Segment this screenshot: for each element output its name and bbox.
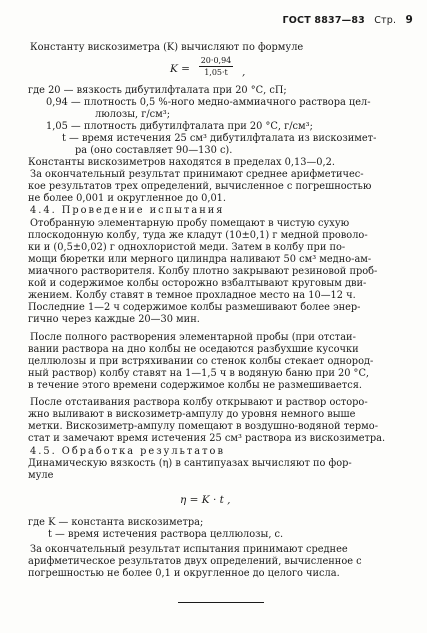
formula-denominator: 1,05·t — [204, 68, 228, 77]
definition-line: где K — константа вискозиметра; — [28, 517, 204, 528]
section-heading-4-4: 4.4. Проведение испытания — [30, 205, 225, 216]
page-header — [283, 14, 413, 26]
paragraph-line: За окончательный результат испытания принимают среднее — [30, 544, 348, 555]
definition-line: ра (оно составляет 90—130 с). — [75, 145, 233, 156]
formula-numerator: 20·0,94 — [200, 56, 232, 65]
paragraph-line: муле — [28, 470, 54, 481]
formula-lhs: K = — [170, 63, 190, 75]
definition-line: люлозы, г/см³; — [95, 109, 171, 120]
paragraph-line: ный раствор) колбу ставят на 1—1,5 ч в водяную баню при 20 °С, — [28, 368, 370, 379]
paragraph-line: миачного растворителя. Колбу плотно закрывают резиновой проб- — [28, 266, 378, 277]
page-label: Стр. — [374, 15, 397, 26]
page-number: 9 — [405, 14, 413, 26]
end-rule — [178, 602, 264, 603]
definition-line: 0,94 — плотность 0,5 %-ного медно-аммиачного раствора цел- — [46, 97, 371, 108]
paragraph-line: жением. Колбу ставят в темное прохладное место на 10—12 ч. — [28, 290, 356, 301]
definition-line: 1,05 — плотность дибутилфталата при 20 °С, г/см³; — [46, 121, 313, 132]
paragraph-line: Отобранную элементарную пробу помещают в чистую сухую — [30, 218, 350, 229]
formula-tail: , — [242, 66, 246, 78]
paragraph-line: плоскодонную колбу, туда же кладут (10±0,1) г медной проволо- — [28, 230, 368, 241]
definition-line: где 20 — вязкость дибутилфталата при 20 °С, сП; — [28, 85, 287, 96]
paragraph-line: вании раствора на дно колбы не оседаются разбухшие кусочки — [28, 344, 359, 355]
paragraph-line: стат и замечают время истечения 25 см³ раствора из вискозиметра. — [28, 433, 386, 444]
paragraph-line: в течение этого времени содержимое колбы не размешивается. — [28, 380, 363, 391]
definition-line: t — время истечения раствора целлюлозы, с. — [48, 529, 284, 540]
paragraph-line: Динамическую вязкость (η) в сантипуазах вычисляют по фор- — [28, 458, 352, 469]
definition-line: Константы вискозиметров находятся в пределах 0,13—0,2. — [28, 157, 335, 168]
paragraph-line: целлюлозы и при встряхивании со стенок колбы стекает однород- — [28, 356, 374, 367]
paragraph-line: не более 0,001 и округленное до 0,01. — [28, 193, 227, 204]
section-heading-4-5: 4.5. Обработка результатов — [30, 446, 225, 457]
paragraph-line: После полного растворения элементарной пробы (при отстаи- — [30, 332, 356, 343]
paragraph-line: кой и содержимое колбы осторожно взбалтывают круговым дви- — [28, 278, 367, 289]
definition-line: t — время истечения 25 см³ дибутилфталата из вискозимет- — [62, 133, 377, 144]
viscosity-formula: η = K · t , — [180, 494, 231, 506]
paragraph-line: арифметическое результатов двух определений, вычисленное с — [28, 556, 362, 567]
paragraph-line: погрешностью не более 0,1 и округленное до целого числа. — [28, 568, 340, 579]
paragraph-line: ки и (0,5±0,02) г однохлористой меди. Затем в колбу при по- — [28, 242, 346, 253]
paragraph-line: гично через каждые 20—30 мин. — [28, 314, 200, 325]
paragraph-line: метки. Вискозиметр-ампулу помещают в воздушно-водяной термо- — [28, 421, 379, 432]
paragraph-line: кое результатов трех определений, вычисленное с погрешностью — [28, 181, 372, 192]
paragraph-line: мощи бюретки или мерного цилиндра наливают 50 см³ медно-ам- — [28, 254, 372, 265]
paragraph-line: За окончательный результат принимают среднее арифметичес- — [30, 169, 364, 180]
formula-intro: Константу вискозиметра (K) вычисляют по формуле — [30, 42, 304, 53]
paragraph-line: После отстаивания раствора колбу открывают и раствор осторо- — [30, 397, 368, 408]
paragraph-line: жно выливают в вискозиметр-ампулу до уровня немного выше — [28, 409, 356, 420]
paragraph-line: Последние 1—2 ч содержимое колбы размешивают более энер- — [28, 302, 361, 313]
standard-number: ГОСТ 8837—83 — [282, 15, 365, 26]
formula-fraction — [199, 56, 233, 77]
